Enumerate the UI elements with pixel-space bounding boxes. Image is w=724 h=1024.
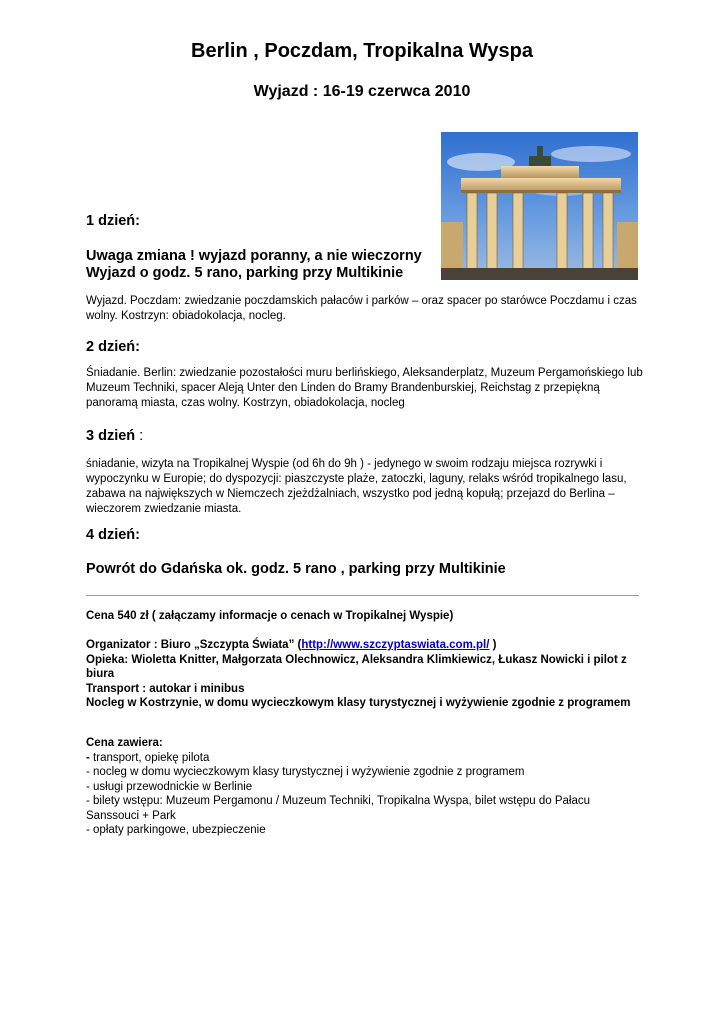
trip-dates: Wyjazd : 16-19 czerwca 2010 — [253, 83, 471, 100]
day2-description: Śniadanie. Berlin: zwiedzanie pozostałości muru berlińskiego, Aleksanderplatz, Muzeum Pergamońskiego lub Muzeum Techniki, spacer Aleją Unter den Linden do Bramy Brandenburskiej, Reichstag z przepiękną panoramą miasta, czas wolny. Kostrzyn, obiadokolacja, nocleg — [86, 367, 643, 409]
section-divider — [86, 595, 639, 596]
day3-heading — [86, 428, 143, 444]
day3-heading-text: 3 dzień — [86, 428, 136, 444]
includes-dash: - — [86, 751, 90, 764]
care-line: Opieka: Wioletta Knitter, Małgorzata Olechnowicz, Aleksandra Klimkiewicz, Łukasz Nowicki i pilot z biura — [86, 653, 627, 680]
page-title: Berlin , Poczdam, Tropikalna Wyspa — [191, 40, 533, 62]
brandenburg-gate-photo — [441, 132, 638, 280]
price-text: Cena 540 zł ( załączamy informacje o cenach w Tropikalnej Wyspie) — [86, 610, 454, 622]
transport-line: Transport : autokar i minibus — [86, 682, 245, 695]
includes-item: - bilety wstępu: Muzeum Pergamonu / Muzeum Techniki, Tropikalna Wyspa, bilet wstępu do Pałacu Sanssouci + Park — [86, 795, 591, 822]
organizer-website-link[interactable]: http://www.szczyptaswiata.com.pl/ — [301, 639, 490, 651]
day1-notice — [86, 248, 422, 282]
organizer-prefix: Organizator : Biuro „Szczypta Świata” ( — [86, 639, 302, 651]
day4-heading: 4 dzień: — [86, 527, 140, 543]
includes-item: - opłaty parkingowe, ubezpieczenie — [86, 824, 266, 836]
return-info: Powrót do Gdańska ok. godz. 5 rano , parking przy Multikinie — [86, 561, 506, 577]
day1-heading: 1 dzień: — [86, 213, 140, 229]
day1-description: Wyjazd. Poczdam: zwiedzanie poczdamskich pałaców i parków – oraz spacer po starówce Poczdamu i czas wolny. Kostrzyn: obiadokolacja, nocleg. — [86, 295, 637, 322]
day2-heading: 2 dzień: — [86, 339, 140, 355]
day1-notice-line1: Uwaga zmiana ! wyjazd poranny, a nie wieczorny — [86, 248, 422, 264]
day3-description: śniadanie, wizyta na Tropikalnej Wyspie (od 6h do 9h ) - jedynego w swoim rodzaju miejsca rozrywki i wypoczynku w Europie; do dyspozycji: piaszczyste plaże, zatoczki, laguny, relaks wśród tropikalnego lasu, zabawa na największych w Niemczech zjeżdżalniach, wszystko pod jedną kopułą; przejazd do Berlina – wieczorem zwiedzanie miasta. — [86, 458, 627, 515]
price-includes — [86, 736, 646, 838]
includes-item — [86, 751, 646, 766]
organizer-line — [86, 638, 646, 653]
lodging-line: Nocleg w Kostrzynie, w domu wycieczkowym klasy turystycznej i wyżywienie zgodnie z programem — [86, 697, 631, 709]
includes-item-text: transport, opiekę pilota — [89, 751, 210, 764]
price-line — [86, 609, 646, 624]
includes-item: - nocleg w domu wycieczkowym klasy turystycznej i wyżywienie zgodnie z programem — [86, 766, 525, 778]
day1-notice-line2: Wyjazd o godz. 5 rano, parking przy Multikinie — [86, 265, 404, 281]
includes-item: - usługi przewodnickie w Berlinie — [86, 780, 253, 793]
day3-heading-colon: : — [135, 428, 144, 444]
details-block — [86, 638, 646, 711]
organizer-suffix: ) — [489, 639, 497, 651]
includes-heading: Cena zawiera: — [86, 737, 163, 749]
